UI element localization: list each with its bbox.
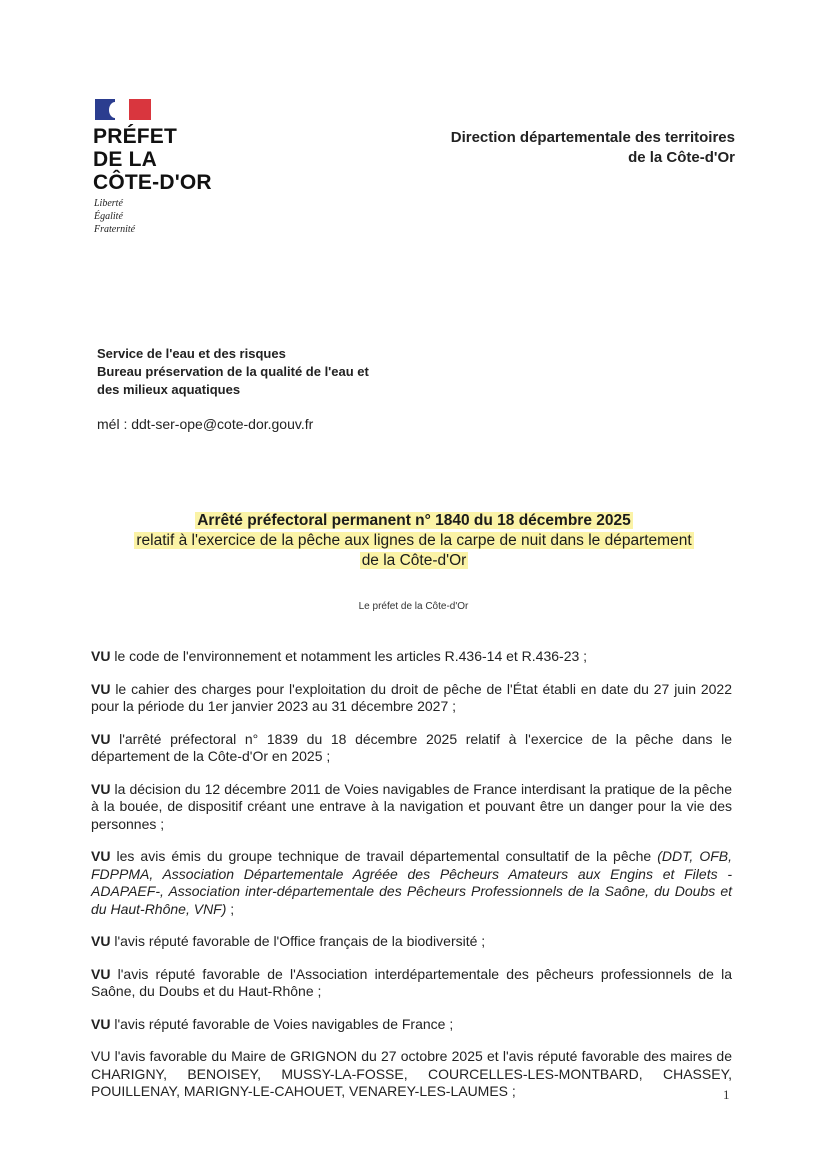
motto-line: Liberté: [94, 198, 123, 209]
visa-vu: VU: [91, 730, 111, 747]
visa-italic-text: (DDT, OFB, FDPPMA, Association Départementale Agréée des Pêcheurs Amateurs aux Engins et Filets -ADAPAEF-, Association inter-départementale des Pêcheurs Professionnels de la Saône, du Doubs et du Haut-Rhône, VNF): [91, 848, 732, 917]
prefet-subtitle: Le préfet de la Côte-d'Or: [358, 601, 469, 612]
visa-paragraph: [91, 781, 732, 834]
marianne-flag-logo: [95, 99, 151, 120]
visa-text: la décision du 12 décembre 2011 de Voies navigables de France interdisant la pratique de la pêche à la bouée, de dispositif créant une entrave à la navigation et pouvant être un danger pour la vie des personnes ;: [91, 780, 732, 832]
motto-line: Égalité: [94, 211, 123, 222]
direction-line: de la Côte-d'Or: [628, 149, 735, 166]
arrete-title-line-3: de la Côte-d'Or: [361, 552, 467, 569]
visa-paragraph: [91, 1016, 732, 1034]
prefet-title-line: PRÉFET: [93, 125, 178, 148]
contact-email: mél : ddt-ser-ope@cote-dor.gouv.fr: [97, 416, 314, 432]
visa-text-tail: ;: [226, 900, 235, 917]
direction-heading: [451, 128, 735, 168]
visa-vu: VU: [91, 848, 111, 864]
visa-vu: VU: [91, 1048, 111, 1064]
visa-paragraph: [91, 933, 732, 951]
service-line: Bureau préservation de la qualité de l'eau et: [97, 364, 369, 379]
service-line: des milieux aquatiques: [97, 382, 241, 397]
arrete-title-line-2: relatif à l'exercice de la pêche aux lignes de la carpe de nuit dans le département: [136, 532, 692, 549]
visa-text: le cahier des charges pour l'exploitation du droit de pêche de l'État établi en date du 27 juin 2022 pour la période du 1er janvier 2023 au 31 décembre 2027 ;: [91, 680, 732, 714]
flag-red-band: [129, 99, 151, 120]
arrete-title-line-1: Arrêté préfectoral permanent n° 1840 du 18 décembre 2025: [197, 512, 631, 529]
visa-paragraph: [91, 848, 732, 918]
service-block: [97, 345, 369, 399]
motto-line: Fraternité: [94, 224, 136, 235]
visa-vu: VU: [91, 648, 111, 664]
visa-text: l'avis favorable du Maire de GRIGNON du 27 octobre 2025 et l'avis réputé favorable des maires de CHARIGNY, BENOISEY, MUSSY-LA-FOSSE, COURCELLES-LES-MONTBARD, CHASSEY, POUILLENAY, MARIGNY-LE-CAHOUET, VENAREY-LES-LAUMES ;: [91, 1048, 732, 1099]
visa-paragraph: [91, 648, 732, 666]
visa-text: l'avis réputé favorable de Voies navigables de France ;: [110, 1015, 454, 1032]
visa-paragraph: [91, 966, 732, 1001]
visa-vu: VU: [91, 1015, 111, 1032]
visa-paragraph: [91, 1048, 732, 1101]
visa-vu: VU: [91, 680, 111, 697]
arrete-title: [90, 511, 738, 571]
page-number: 1: [723, 1087, 730, 1102]
visas-list: [91, 648, 732, 1116]
prefet-title: [93, 125, 293, 194]
visa-text: l'avis réputé favorable de l'Association interdépartementale des pêcheurs professionnels de la Saône, du Doubs et du Haut-Rhône ;: [91, 965, 732, 999]
direction-line: Direction départementale des territoires: [450, 129, 735, 146]
visa-paragraph: [91, 681, 732, 716]
prefet-title-line: DE LA: [93, 148, 157, 171]
visa-vu: VU: [91, 965, 111, 982]
visa-vu: VU: [91, 933, 111, 949]
visa-vu: VU: [91, 780, 111, 797]
flag-white-band: [115, 99, 129, 120]
visa-text: l'avis réputé favorable de l'Office français de la biodiversité ;: [110, 933, 486, 949]
visa-text: l'arrêté préfectoral n° 1839 du 18 décembre 2025 relatif à l'exercice de la pêche dans le département de la Côte-d'Or en 2025 ;: [91, 730, 732, 764]
prefet-title-line: CÔTE-D'OR: [93, 171, 212, 194]
visa-paragraph: [91, 731, 732, 766]
service-line: Service de l'eau et des risques: [97, 346, 286, 361]
visa-text: le code de l'environnement et notamment les articles R.436-14 et R.436-23 ;: [110, 648, 588, 664]
visa-text: les avis émis du groupe technique de travail départemental consultatif de la pêche: [110, 848, 658, 864]
republic-motto: [94, 197, 135, 236]
